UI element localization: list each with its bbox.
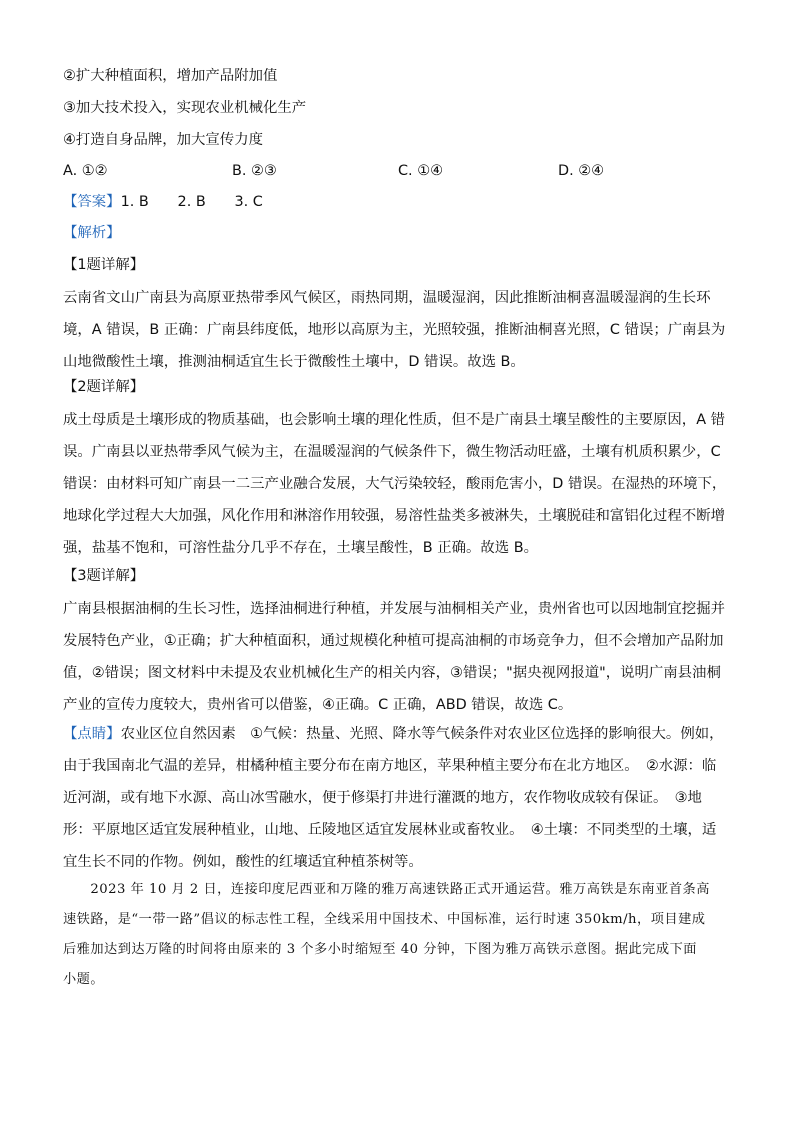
q3-line: 产业的宣传力度较大，贵州省可以借鉴，④正确。C 正确，ABD 错误，故选 C。	[63, 697, 573, 713]
answer-value: 1. B 2. B 3. C	[120, 194, 263, 210]
answer-row	[63, 192, 263, 212]
tip-line: 形：平原地区适宜发展种植业，山地、丘陵地区适宜发展林业或畜牧业。 ④土壤：不同类型的土壤，适	[63, 822, 717, 838]
material-line: 小题。	[63, 972, 105, 987]
tip-label: 【点睛】	[63, 726, 121, 742]
tip-line: 近河湖，或有地下水源、高山冰雪融水，便于修渠打井进行灌溉的地方，农作物收成较有保证。 ③地	[63, 790, 702, 806]
option-2: ②扩大种植面积，增加产品附加值	[63, 68, 278, 84]
material-line: 后雅加达到达万隆的时间将由原来的 3 个多小时缩短至 40 分钟，下图为雅万高铁示意图。据此完成下面	[63, 942, 697, 957]
option-3: ③加大技术投入，实现农业机械化生产	[63, 100, 307, 116]
q2-label: 【2题详解】	[63, 379, 145, 395]
tip-first-line	[63, 718, 723, 750]
choice-d: D. ②④	[558, 163, 605, 179]
tip-line: 宜生长不同的作物。例如，酸性的红壤适宜种植茶树等。	[63, 854, 423, 870]
choice-c: C. ①④	[398, 163, 443, 179]
q2-line: 强，盐基不饱和，可溶性盐分几乎不存在，土壤呈酸性，B 正确。故选 B。	[63, 540, 539, 556]
option-4: ④打造自身品牌，加大宣传力度	[63, 132, 263, 148]
q1-line: 山地微酸性土壤，推测油桐适宜生长于微酸性土壤中，D 错误。故选 B。	[63, 354, 525, 370]
tip-section	[63, 718, 723, 878]
q1-line: 云南省文山广南县为高原亚热带季风气候区，雨热同期，温暖湿润，因此推断油桐喜温暖湿润的生长环	[63, 290, 711, 306]
choice-a: A. ①②	[63, 163, 108, 179]
q3-line: 广南县根据油桐的生长习性，选择油桐进行种植，并发展与油桐相关产业，贵州省也可以因地制宜挖掘并	[63, 601, 725, 617]
q1-explanation	[63, 282, 726, 378]
q2-line: 误。广南县以亚热带季风气候为主，在温暖湿润的气候条件下，微生物活动旺盛，土壤有机质积累少，C	[63, 444, 721, 460]
tip-line: 农业区位自然因素 ①气候：热量、光照、降水等气候条件对农业区位选择的影响很大。例如，	[120, 726, 724, 742]
q3-label: 【3题详解】	[63, 568, 145, 584]
q2-line: 成土母质是土壤形成的物质基础，也会影响土壤的理化性质，但不是广南县土壤呈酸性的主要原因，A 错	[63, 412, 726, 428]
answer-label: 【答案】	[63, 194, 121, 210]
q1-line: 境，A 错误，B 正确：广南县纬度低，地形以高原为主，光照较强，推断油桐喜光照，C 错误；广南县为	[63, 322, 726, 338]
choice-b: B. ②③	[232, 163, 277, 179]
material-line: 速铁路，是“一带一路”倡议的标志性工程，全线采用中国技术、中国标准，运行时速 350km/h，项目建成	[63, 912, 706, 927]
analysis-label: 【解析】	[63, 225, 121, 241]
q1-label: 【1题详解】	[63, 257, 145, 273]
q3-line: 发展特色产业，①正确；扩大种植面积，通过规模化种植可提高油桐的市场竞争力，但不会增加产品附加	[63, 633, 724, 649]
q2-explanation	[63, 404, 727, 564]
q2-line: 错误：由材料可知广南县一二三产业融合发展，大气污染较轻，酸雨危害小，D 错误。在湿热的环境下，	[63, 476, 727, 492]
material-paragraph	[63, 875, 723, 995]
q3-explanation	[63, 593, 723, 721]
q2-line: 地球化学过程大大加强，风化作用和淋溶作用较强，易溶性盐类多被淋失，土壤脱硅和富铝化过程不断增	[63, 508, 725, 524]
material-line: 2023 年 10 月 2 日，连接印度尼西亚和万隆的雅万高速铁路正式开通运营。雅万高铁是东南亚首条高	[63, 882, 710, 897]
tip-line: 由于我国南北气温的差异，柑橘种植主要分布在南方地区，苹果种植主要分布在北方地区。 ②水源：临	[63, 758, 717, 774]
q3-line: 值，②错误；图文材料中未提及农业机械化生产的相关内容，③错误；"据央视网报道"，说明广南县油桐	[63, 665, 721, 681]
